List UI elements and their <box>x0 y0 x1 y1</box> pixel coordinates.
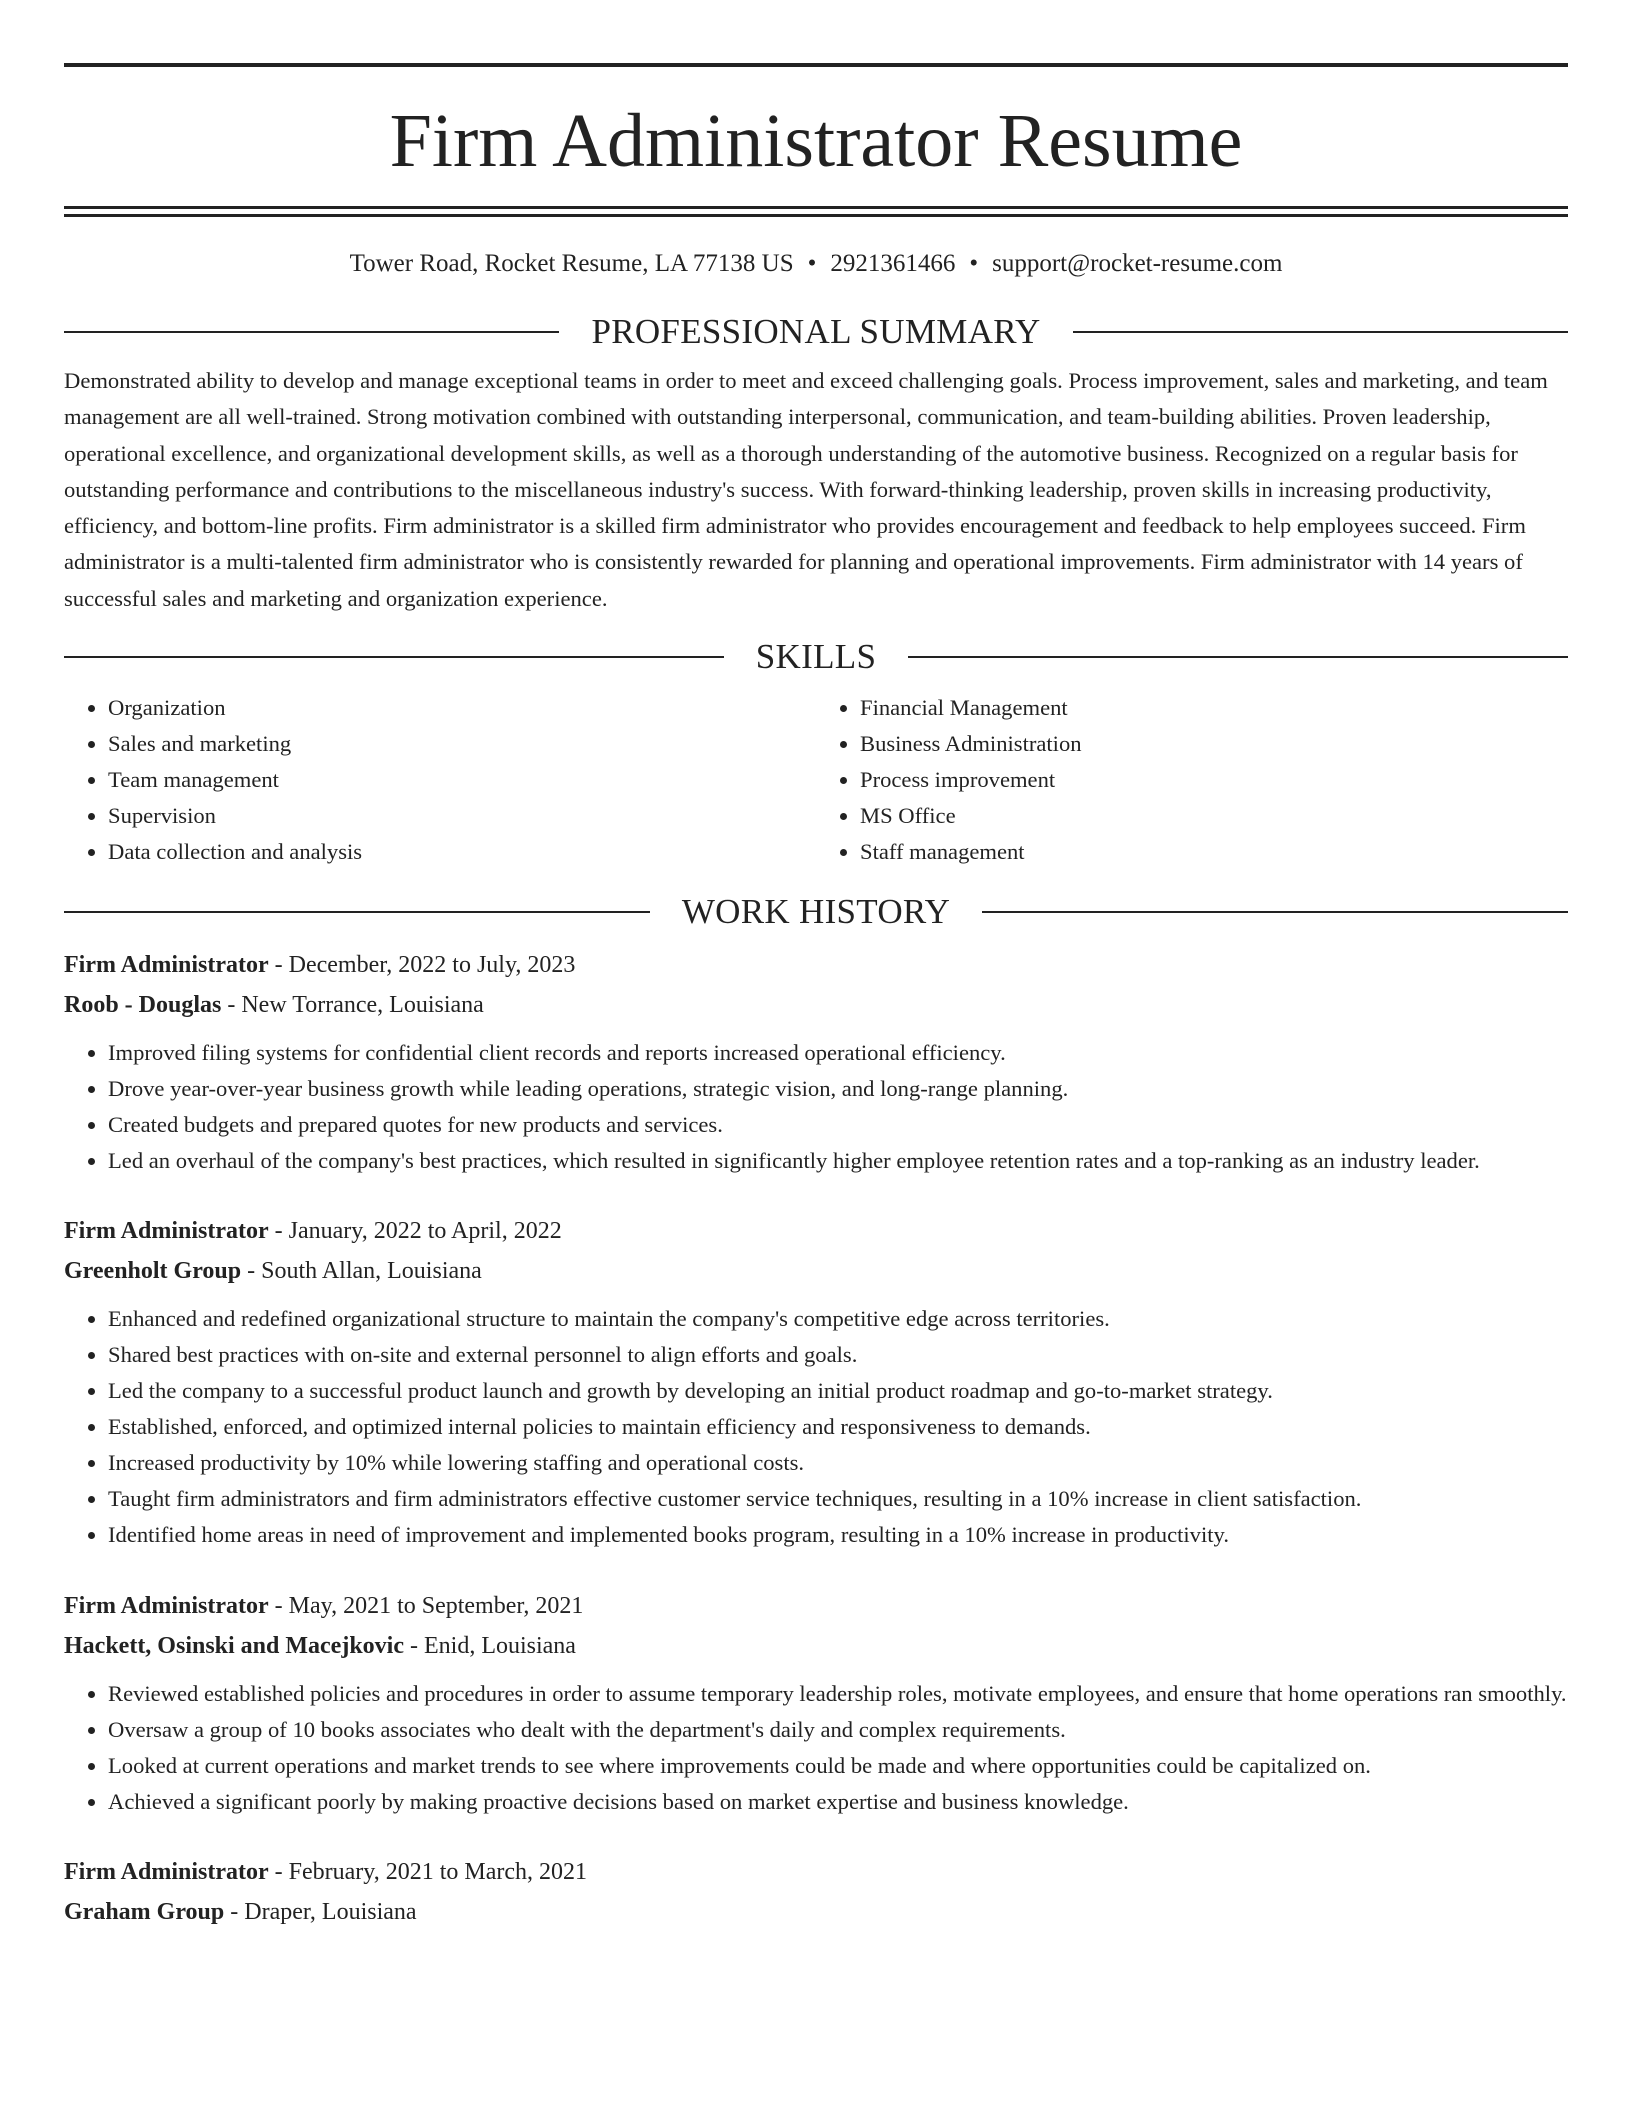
job-entry <box>64 1852 1568 1932</box>
job-location: - South Allan, Louisiana <box>241 1257 482 1284</box>
divider-line <box>1073 331 1568 333</box>
title-double-rule <box>64 206 1568 217</box>
job-title-row <box>64 1852 1568 1892</box>
job-company-row <box>64 1251 1568 1291</box>
job-duties <box>64 1301 1568 1554</box>
skill-item: • Organization <box>108 690 816 726</box>
duty-item: • Shared best practices with on-site and external personnel to align efforts and goals. <box>108 1337 1568 1373</box>
duty-item: • Oversaw a group of 10 books associates who dealt with the department's daily and complex requirements. <box>108 1712 1568 1748</box>
skill-item: • Sales and marketing <box>108 726 816 762</box>
job-company-row <box>64 1892 1568 1932</box>
summary-text: Demonstrated ability to develop and manage exceptional teams in order to meet and exceed challenging goals. Process improvement, sales and marketing, and team management are all well-trained. Strong motivation combined with outstanding interpersonal, communication, and team-building abilities. Proven leadership, operational excellence, and organizational development skills, as well as a thorough understanding of the automotive business. Recognized on a regular basis for outstanding performance and contributions to the miscellaneous industry's success. With forward-thinking leadership, proven skills in increasing productivity, efficiency, and bottom-line profits. Firm administrator is a skilled firm administrator who provides encouragement and feedback to help employees succeed. Firm administrator is a multi-talented firm administrator who is consistently rewarded for planning and operational improvements. Firm administrator with 14 years of successful sales and marketing and organization experience. <box>64 368 1548 611</box>
duty-item: • Reviewed established policies and procedures in order to assume temporary leadership roles, motivate employees, and ensure that home operations ran smoothly. <box>108 1676 1568 1712</box>
job-company: Greenholt Group <box>64 1257 242 1284</box>
job-dates: - December, 2022 to July, 2023 <box>268 951 576 978</box>
section-title: WORK HISTORY <box>681 891 951 931</box>
divider-line <box>982 911 1568 913</box>
job-location: - Enid, Louisiana <box>404 1632 576 1659</box>
job-location: - New Torrance, Louisiana <box>221 991 484 1018</box>
skill-item: • MS Office <box>860 798 1568 834</box>
contact-separator: • <box>807 250 817 277</box>
duty-item: • Looked at current operations and market trends to see where improvements could be made and where opportunities could be capitalized on. <box>108 1748 1568 1784</box>
contact-phone: 2921361466 <box>830 250 956 277</box>
skills-column-right <box>816 690 1568 870</box>
section-title: SKILLS <box>755 637 877 677</box>
contact-address: Tower Road, Rocket Resume, LA 77138 US <box>349 250 794 277</box>
duty-item: • Achieved a significant poorly by making proactive decisions based on market expertise and business knowledge. <box>108 1784 1568 1820</box>
duty-item: • Identified home areas in need of improvement and implemented books program, resulting in a 10% increase in productivity. <box>108 1517 1568 1553</box>
page-title: Firm Administrator Resume <box>389 99 1243 183</box>
contact-line <box>64 247 1568 281</box>
skill-item: • Process improvement <box>860 762 1568 798</box>
skill-item: • Team management <box>108 762 816 798</box>
job-company-row <box>64 985 1568 1025</box>
job-title: Firm Administrator <box>64 1858 269 1885</box>
divider-line <box>908 656 1568 658</box>
job-entry <box>64 945 1568 1179</box>
duty-item: • Established, enforced, and optimized internal policies to maintain efficiency and responsiveness to demands. <box>108 1409 1568 1445</box>
duty-item: • Led an overhaul of the company's best practices, which resulted in significantly higher employee retention rates and a top-ranking as an industry leader. <box>108 1143 1568 1179</box>
skill-item: • Supervision <box>108 798 816 834</box>
divider-line <box>64 331 559 333</box>
contact-separator: • <box>969 250 979 277</box>
duty-item: • Drove year-over-year business growth while leading operations, strategic vision, and long-range planning. <box>108 1071 1568 1107</box>
job-title-row <box>64 945 1568 985</box>
job-company: Hackett, Osinski and Macejkovic <box>64 1632 404 1659</box>
job-title-row <box>64 1586 1568 1626</box>
duty-item: • Increased productivity by 10% while lowering staffing and operational costs. <box>108 1445 1568 1481</box>
job-duties <box>64 1035 1568 1179</box>
duty-item: • Improved filing systems for confidential client records and reports increased operational efficiency. <box>108 1035 1568 1071</box>
divider-line <box>64 656 724 658</box>
job-location: - Draper, Louisiana <box>224 1898 417 1925</box>
job-company-row <box>64 1626 1568 1666</box>
duty-item: • Taught firm administrators and firm administrators effective customer service techniques, resulting in a 10% increase in client satisfaction. <box>108 1481 1568 1517</box>
job-dates: - January, 2022 to April, 2022 <box>268 1217 562 1244</box>
skills-column-left <box>64 690 816 870</box>
duty-item: • Enhanced and redefined organizational structure to maintain the company's competitive edge across territories. <box>108 1301 1568 1337</box>
job-dates: - May, 2021 to September, 2021 <box>268 1592 584 1619</box>
contact-email: support@rocket-resume.com <box>992 250 1283 277</box>
divider-line <box>64 911 650 913</box>
skills-section-heading <box>64 634 1568 680</box>
work-section-heading <box>64 889 1568 935</box>
section-title: PROFESSIONAL SUMMARY <box>591 312 1041 351</box>
job-entry <box>64 1586 1568 1820</box>
job-entry <box>64 1211 1568 1554</box>
job-title: Firm Administrator <box>64 951 269 978</box>
duty-item: • Created budgets and prepared quotes for new products and services. <box>108 1107 1568 1143</box>
skills-list <box>64 690 1568 870</box>
job-title-row <box>64 1211 1568 1251</box>
skill-item: • Business Administration <box>860 726 1568 762</box>
job-dates: - February, 2021 to March, 2021 <box>268 1858 588 1885</box>
skill-item: • Data collection and analysis <box>108 834 816 870</box>
job-title: Firm Administrator <box>64 1592 269 1619</box>
job-company: Graham Group <box>64 1898 225 1925</box>
top-rule <box>64 63 1568 67</box>
job-duties <box>64 1676 1568 1820</box>
job-company: Roob - Douglas <box>64 991 222 1018</box>
skill-item: • Financial Management <box>860 690 1568 726</box>
summary-section-heading <box>64 309 1568 355</box>
skill-item: • Staff management <box>860 834 1568 870</box>
duty-item: • Led the company to a successful product launch and growth by developing an initial product roadmap and go-to-market strategy. <box>108 1373 1568 1409</box>
job-title: Firm Administrator <box>64 1217 269 1244</box>
